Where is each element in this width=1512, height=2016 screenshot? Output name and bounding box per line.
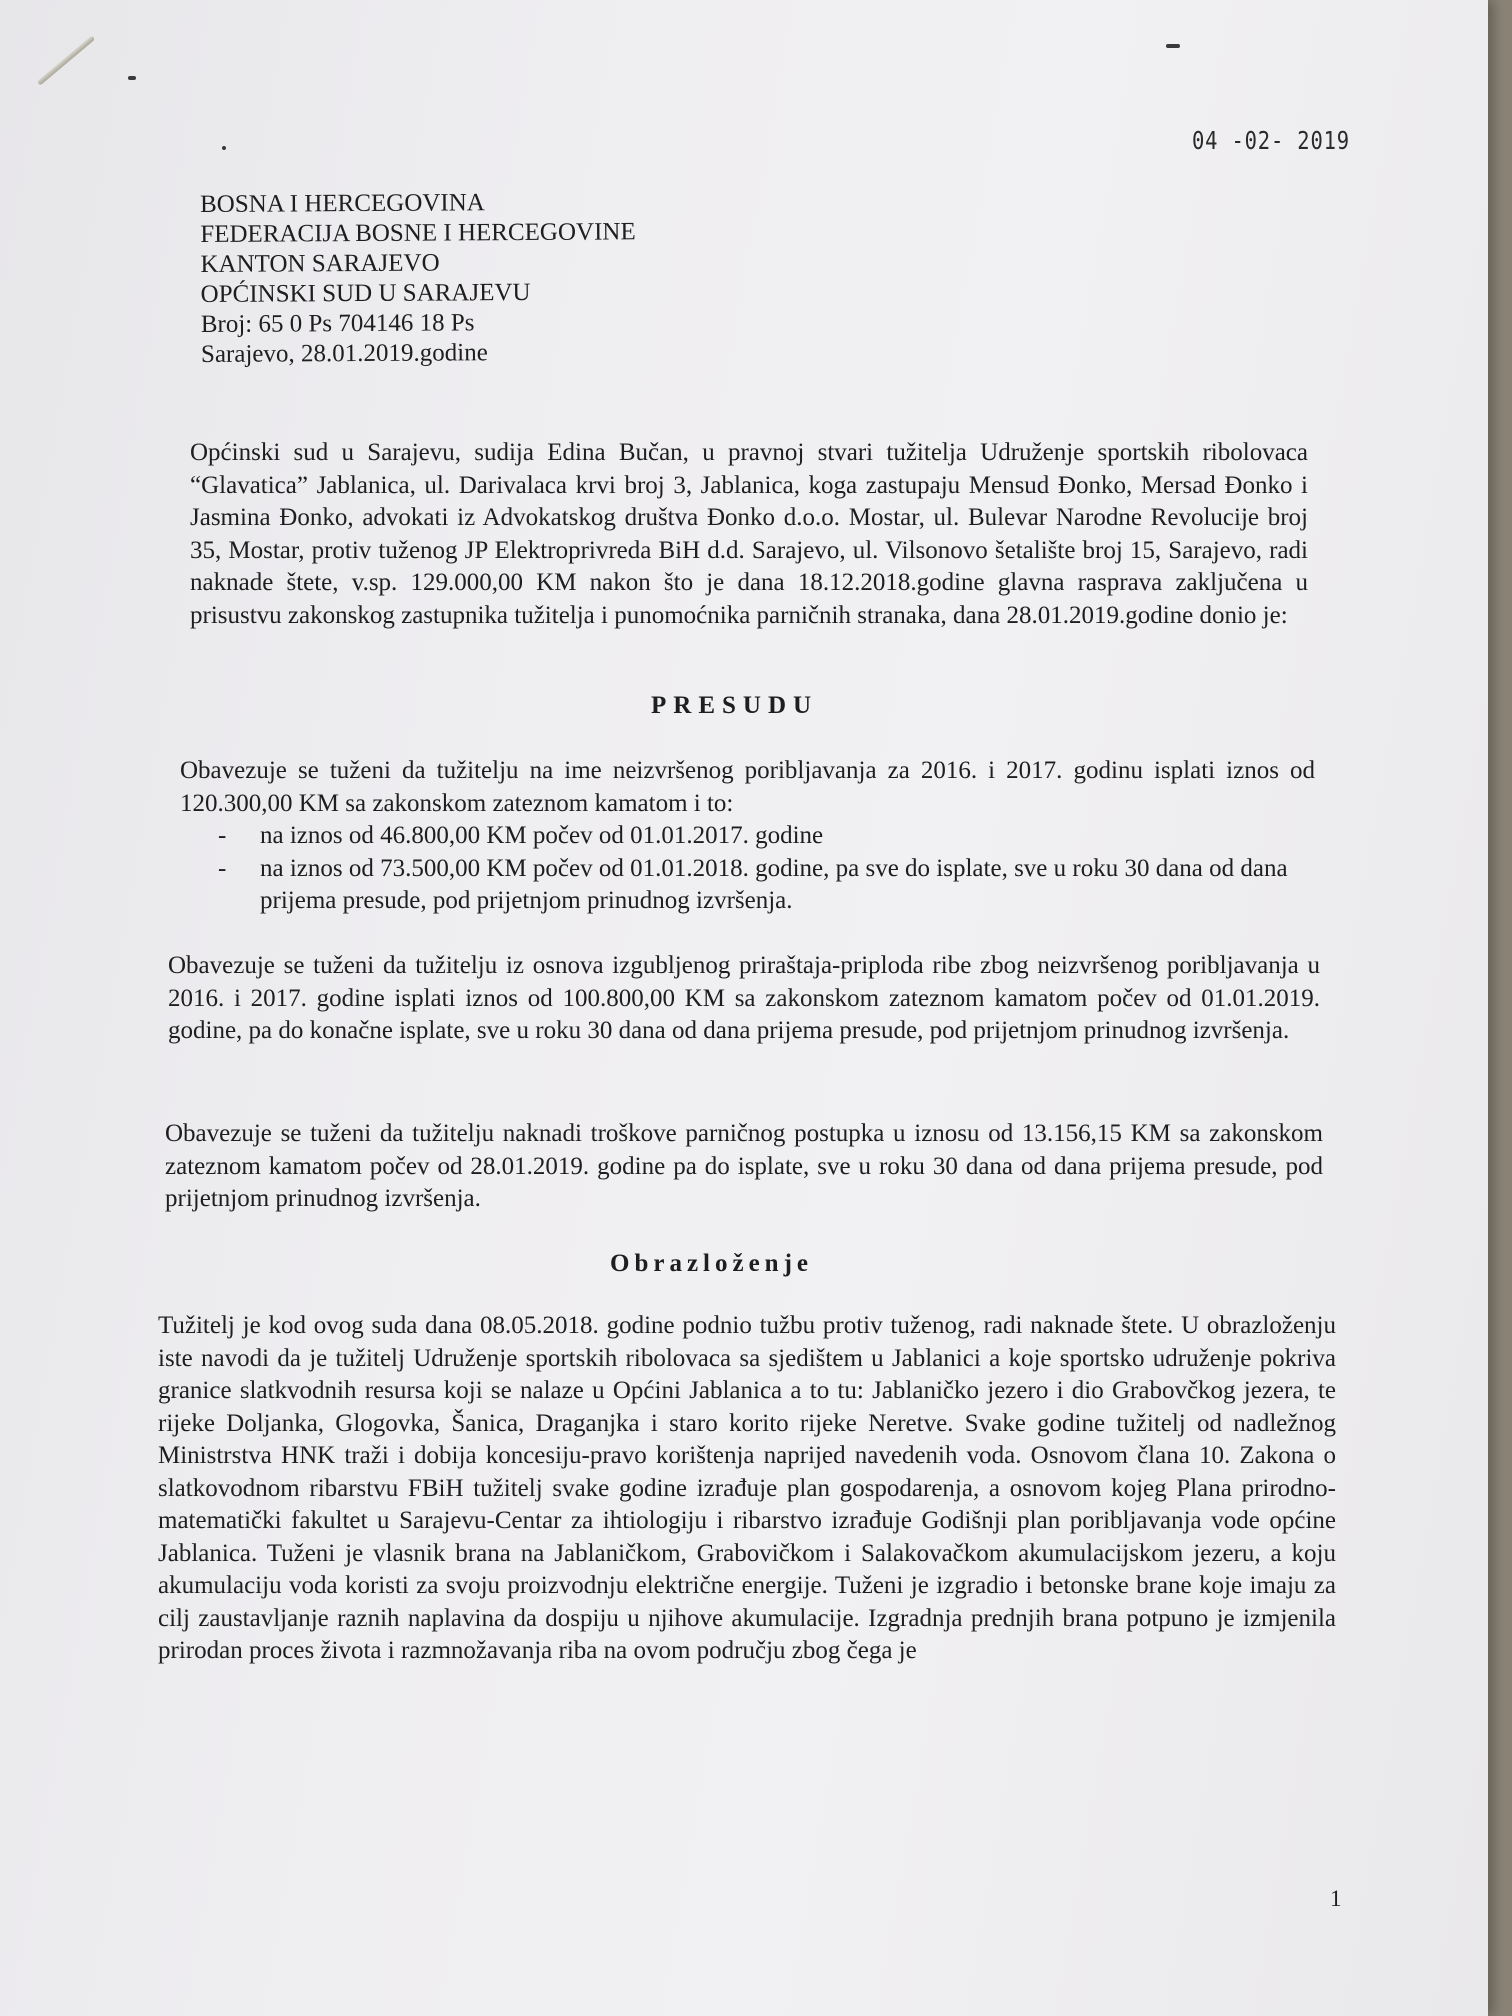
- header-line-case-number: Broj: 65 0 Ps 704146 18 Ps: [200, 309, 475, 338]
- paper-mark: [222, 146, 226, 150]
- verdict-heading: PRESUDU: [651, 692, 819, 719]
- reasoning-paragraph: Tužitelj je kod ovog suda dana 08.05.2018. godine podnio tužbu protiv tuženog, radi naknade štete. U obrazloženju iste navodi da je tužitelj Udruženje sportskih ribolovaca sa sjedištem u Jablanici a koje sportsko udruženje pokriva granice slatkvodnih resursa koji se nalaze u Općini Jablanica a to tu: Jablaničko jezero i dio Grabovčkog jezera, te rijeke Doljanka, Glogovka, Šanica, Draganjka i staro korito rijeke Neretve. Svake godine tužitelj od nadležnog Ministrstva HNK traži i dobija koncesiju-pravo korištenja naprijed navedenih voda. Osnovom člana 10. Zakona o slatkovodnom ribarstvu FBiH tužitelj svake godine izrađuje plan gospodarenja, a osnovom kojeg Plana prirodno-matematički fakultet u Sarajevu-Centar za ihtiologiju i ribarstvo izrađuje Godišnji plan poribljavanja vode općine Jablanica. Tuženi je vlasnik brana na Jablaničkom, Grabovičkom i Salakovačkom akumulacijskom jezeru, a koju akumulaciju voda koristi za svoju proizvodnju električne energije. Tuženi je izgradio i betonske brane koje imaju za cilj zaustavljanje raznih naplavina da dospiju u njihove akumulacije. Izgradnja prednjih brana potpuno je izmjenila prirodan proces života i razmnožavanja riba na ovom području zbog čega je: [158, 1312, 1336, 1664]
- verdict-item-list: [218, 820, 1318, 918]
- list-item-text: na iznos od 46.800,00 KM počev od 01.01.2017. godine: [260, 822, 824, 849]
- intro-paragraph: Općinski sud u Sarajevu, sudija Edina Bučan, u pravnoj stvari tužitelja Udruženje sportskih ribolovaca “Glavatica” Jablanica, ul. Darivalaca krvi broj 3, Jablanica, koga zastupaju Mensud Đonko, Mersad Đonko i Jasmina Đonko, advokati iz Advokatskog društva Đonko d.o.o. Mostar, ul. Bulevar Narodne Revolucije broj 35, Mostar, protiv tuženog JP Elektroprivreda BiH d.d. Sarajevo, ul. Vilsonovo šetalište broj 15, Sarajevo, radi naknade štete, v.sp. 129.000,00 KM nakon što je dana 18.12.2018.godine glavna rasprava zaključena u prisustvu zakonskog zastupnika tužitelja i punomoćnika parničnih stranaka, dana 28.01.2019.godine donio je:: [190, 439, 1308, 629]
- dash-bullet: -: [218, 822, 227, 849]
- paper-mark: [1166, 44, 1180, 48]
- list-item: [218, 820, 1318, 853]
- staple: [37, 35, 95, 85]
- paper-mark: [128, 76, 136, 80]
- header-line-canton: KANTON SARAJEVO: [200, 249, 440, 278]
- verdict-paragraph-3: Obavezuje se tuženi da tužitelju naknadi troškove parničnog postupka u iznosu od 13.156,15 KM sa zakonskom zateznom kamatom počev od 28.01.2019. godine pa do isplate, sve u roku 30 dana od dana prijema presude, pod prijetnjom prinudnog izvršenja.: [165, 1120, 1323, 1212]
- dash-bullet: -: [218, 854, 227, 882]
- list-item: [218, 853, 1318, 918]
- header-line-country: BOSNA I HERCEGOVINA: [200, 189, 485, 218]
- header-line-federation: FEDERACIJA BOSNE I HERCEGOVINE: [200, 218, 636, 248]
- list-item-text: na iznos od 73.500,00 KM počev od 01.01.2018. godine, pa sve do isplate, sve u roku 30 dana od dana prijema presude, pod prijetnjom prinudnog izvršenja.: [260, 854, 1288, 914]
- page-number: 1: [1330, 1886, 1342, 1911]
- court-header: [200, 187, 637, 370]
- received-date-stamp: 04 -02- 2019: [1192, 126, 1350, 155]
- verdict-paragraph-2: Obavezuje se tuženi da tužitelju iz osnova izgubljenog priraštaja-priploda ribe zbog neizvršenog poribljavanja u 2016. i 2017. godine isplati iznos od 100.800,00 KM sa zakonskom zateznom kamatom počev od 01.01.2019. godine, pa do konačne isplate, sve u roku 30 dana od dana prijema presude, pod prijetnjom prinudnog izvršenja.: [168, 952, 1320, 1044]
- header-line-court: OPĆINSKI SUD U SARAJEVU: [200, 278, 531, 308]
- header-line-date: Sarajevo, 28.01.2019.godine: [200, 339, 488, 368]
- verdict-paragraph-1: Obavezuje se tuženi da tužitelju na ime neizvršenog poribljavanja za 2016. i 2017. godinu isplati iznos od 120.300,00 KM sa zakonskom zateznom kamatom i to:: [180, 757, 1315, 817]
- reasoning-heading: Obrazloženje: [610, 1250, 814, 1277]
